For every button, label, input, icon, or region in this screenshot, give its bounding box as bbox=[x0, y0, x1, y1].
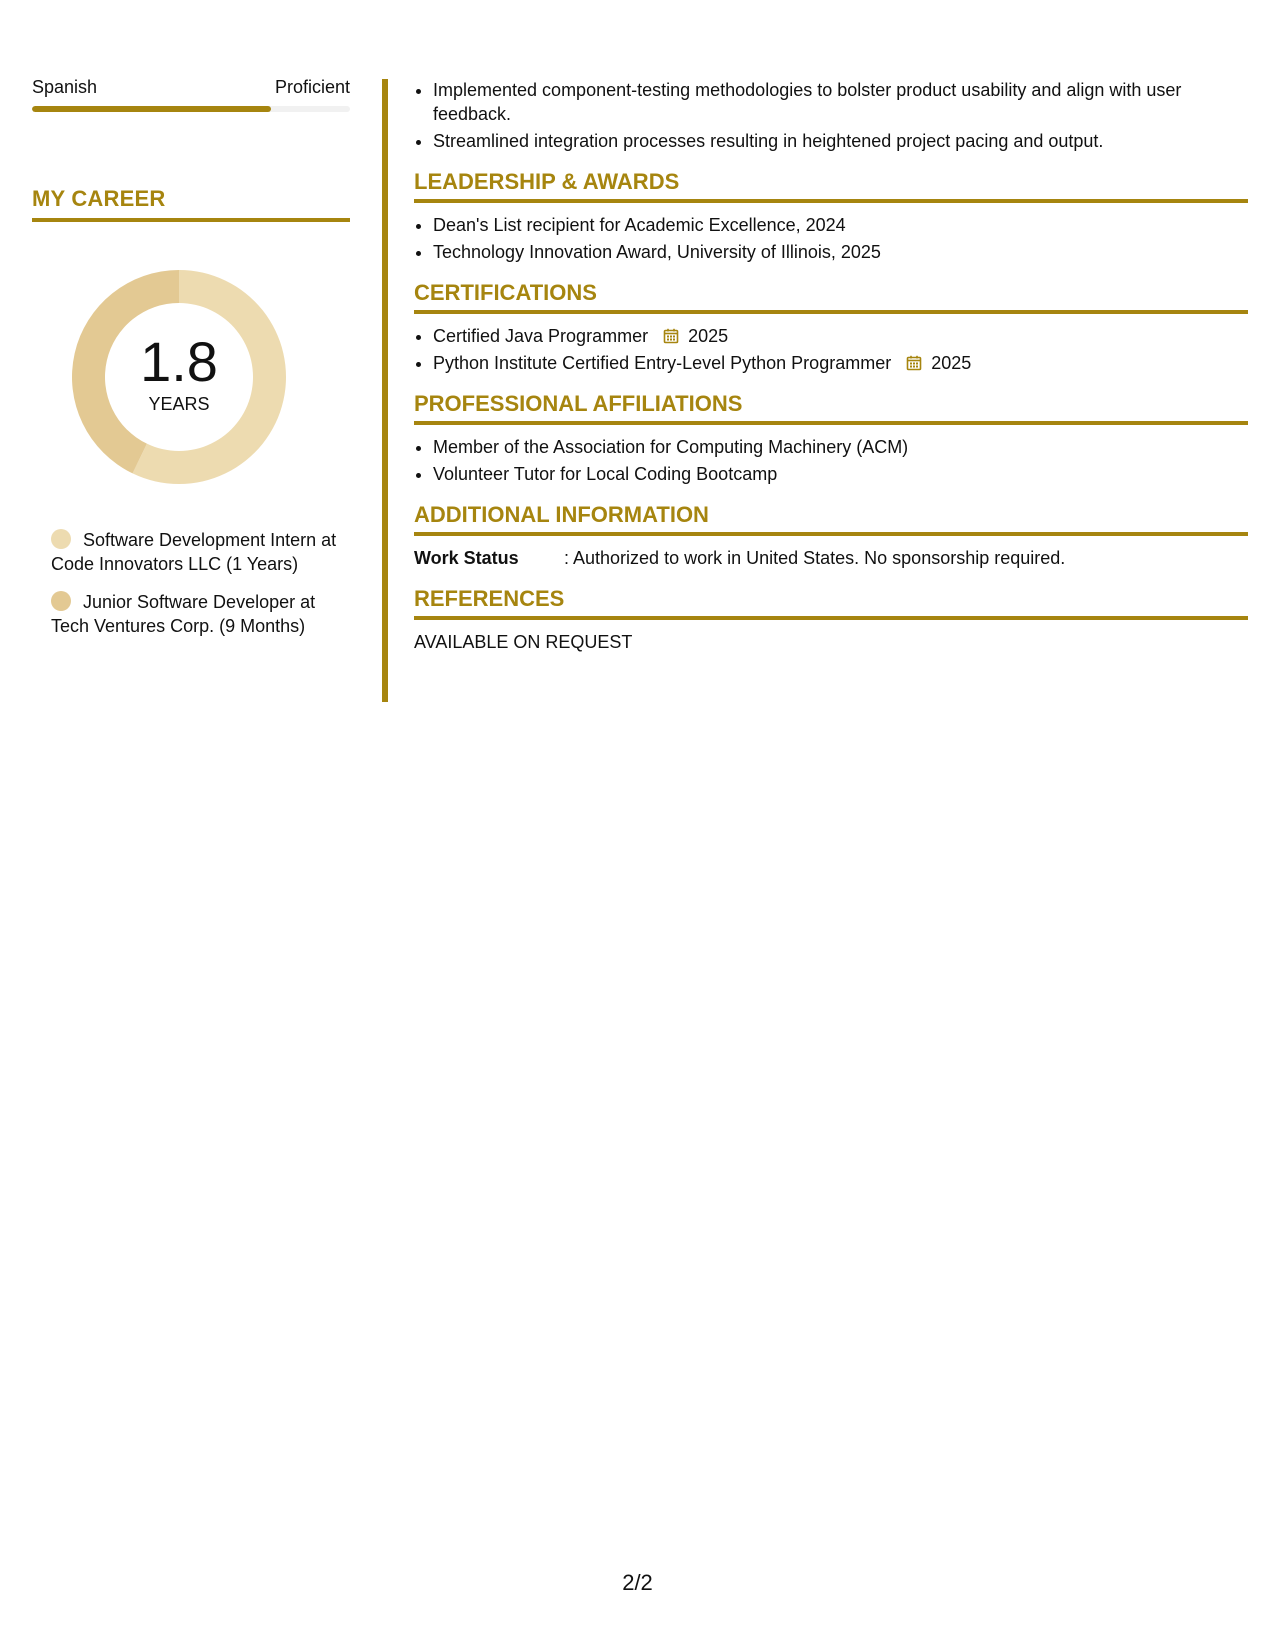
legend-label: Junior Software Developer at Tech Ventures Corp. (9 Months) bbox=[51, 592, 316, 636]
language-proficiency-fill bbox=[32, 106, 271, 112]
career-total-unit: YEARS bbox=[148, 393, 210, 414]
career-total-value: 1.8 bbox=[140, 329, 218, 393]
donut-center bbox=[64, 262, 294, 492]
column-divider bbox=[382, 79, 388, 702]
career-legend bbox=[32, 528, 350, 638]
certification-year: 2025 bbox=[931, 353, 972, 373]
career-title: MY CAREER bbox=[32, 186, 350, 222]
work-status-key: Work Status bbox=[414, 548, 519, 568]
list-item: • Technology Innovation Award, University of Illinois, 2025 bbox=[433, 240, 1248, 264]
list-item: • Volunteer Tutor for Local Coding Bootcamp bbox=[433, 462, 1248, 486]
legend-dot bbox=[51, 529, 71, 549]
references-text: AVAILABLE ON REQUEST bbox=[414, 632, 633, 652]
list-item: • Implemented component-testing methodologies to bolster product usability and align with user feedback. bbox=[433, 78, 1248, 126]
work-status-value: : Authorized to work in United States. No sponsorship required. bbox=[564, 548, 1066, 568]
certification-name: Python Institute Certified Entry-Level Python Programmer bbox=[433, 353, 892, 373]
left-column bbox=[32, 76, 350, 652]
legend-item bbox=[51, 528, 350, 576]
work-status-row bbox=[414, 546, 1248, 570]
legend-dot bbox=[51, 591, 71, 611]
list-item: • Member of the Association for Computing Machinery (ACM) bbox=[433, 435, 1248, 459]
language-level: Proficient bbox=[274, 77, 350, 97]
certifications-title: CERTIFICATIONS bbox=[414, 280, 1248, 314]
career-donut-chart bbox=[64, 262, 294, 492]
experience-bullets bbox=[414, 78, 1248, 153]
leadership-title: LEADERSHIP & AWARDS bbox=[414, 169, 1248, 203]
affiliations-list bbox=[414, 435, 1248, 486]
language-proficiency-bar bbox=[32, 106, 350, 112]
right-column bbox=[414, 78, 1248, 654]
calendar-icon bbox=[906, 355, 922, 371]
references-title: REFERENCES bbox=[414, 586, 1248, 620]
certification-item bbox=[433, 351, 1248, 375]
list-item: • Streamlined integration processes resulting in heightened project pacing and output. bbox=[433, 129, 1248, 153]
page-number: 2/2 bbox=[622, 1570, 653, 1595]
language-name: Spanish bbox=[32, 77, 98, 97]
language-row bbox=[32, 76, 350, 98]
affiliations-title: PROFESSIONAL AFFILIATIONS bbox=[414, 391, 1248, 425]
additional-info-title: ADDITIONAL INFORMATION bbox=[414, 502, 1248, 536]
list-item: • Dean's List recipient for Academic Excellence, 2024 bbox=[433, 213, 1248, 237]
legend-item bbox=[51, 590, 350, 638]
leadership-list bbox=[414, 213, 1248, 264]
certification-item bbox=[433, 324, 1248, 348]
certification-year: 2025 bbox=[688, 326, 729, 346]
legend-label: Software Development Intern at Code Innovators LLC (1 Years) bbox=[51, 530, 337, 574]
calendar-icon bbox=[663, 328, 679, 344]
certification-name: Certified Java Programmer bbox=[433, 326, 649, 346]
certifications-list bbox=[414, 324, 1248, 375]
